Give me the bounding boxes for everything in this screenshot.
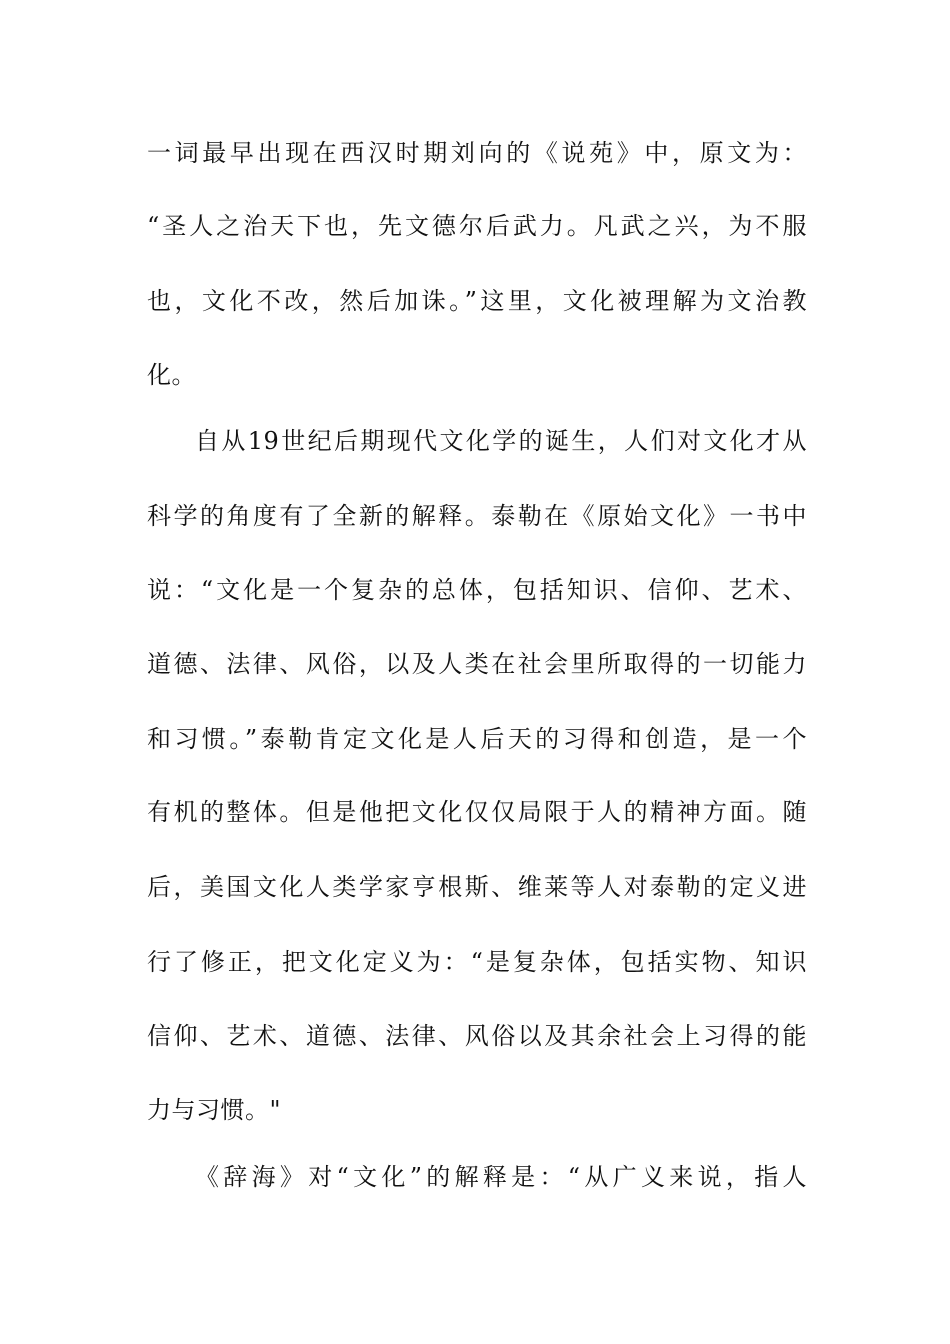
text-line: 道德、法律、风俗，以及人类在社会里所取得的一切能力 [147,650,807,678]
text-line: “圣人之治天下也，先文德尔后武力。凡武之兴，为不服 [147,212,807,240]
text-line: 力与习惯。" [147,1096,282,1124]
text-line: 后，美国文化人类学家亨根斯、维莱等人对泰勒的定义进 [147,873,807,901]
text-line: 一词最早出现在西汉时期刘向的《说苑》中，原文为： [147,139,807,167]
text-line: 行了修正，把文化定义为：“是复杂体，包括实物、知识 [147,948,807,976]
text-line: 有机的整体。但是他把文化仅仅局限于人的精神方面。随 [147,798,807,826]
text-line: 和习惯。”泰勒肯定文化是人后天的习得和创造，是一个 [147,725,807,753]
text-line: 科学的角度有了全新的解释。泰勒在《原始文化》一书中 [147,502,807,530]
text-line: 自从19世纪后期现代文化学的诞生，人们对文化才从 [195,427,807,455]
text-line: 《辞海》对“文化”的解释是：“从广义来说，指人 [195,1163,807,1191]
text-line: 也，文化不改，然后加诛。”这里，文化被理解为文治教 [147,287,807,315]
text-line: 说：“文化是一个复杂的总体，包括知识、信仰、艺术、 [147,576,807,604]
text-line: 化。 [147,361,196,389]
text-line: 信仰、艺术、道德、法律、风俗以及其余社会上习得的能 [147,1022,807,1050]
